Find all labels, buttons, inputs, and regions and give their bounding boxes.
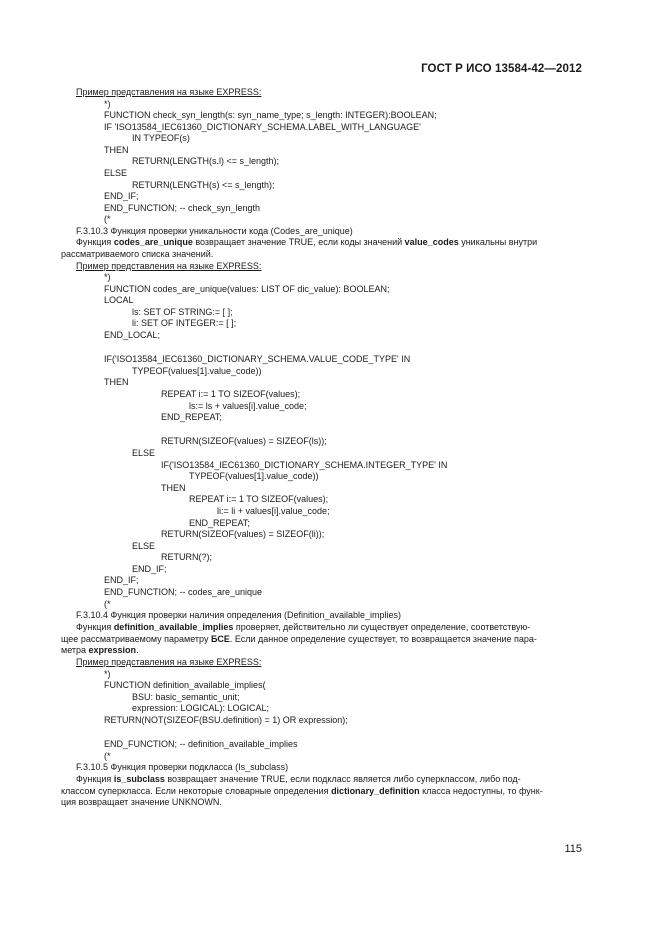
code-line: END_REPEAT; <box>161 412 222 422</box>
paragraph-line: рассматриваемого списка значений. <box>61 249 214 259</box>
code-line: (* <box>104 751 111 761</box>
document-header: ГОСТ Р ИСО 13584-42—2012 <box>421 63 582 75</box>
code-line: END_IF; <box>104 575 139 585</box>
code-line: THEN <box>161 483 186 493</box>
paragraph-line: Функция is_subclass возвращает значение TRUE, если подкласс является либо суперклассом, либо под- <box>76 774 521 784</box>
page-number: 115 <box>564 843 582 855</box>
code-line: ELSE <box>104 168 128 178</box>
code-line: REPEAT i:= 1 TO SIZEOF(values); <box>189 494 329 504</box>
section-heading: F.3.10.4 Функция проверки наличия определения (Definition_available_implies) <box>76 610 402 620</box>
code-line: THEN <box>104 377 129 387</box>
example-heading: Пример представления на языке EXPRESS: <box>76 657 262 667</box>
example-heading: Пример представления на языке EXPRESS: <box>76 261 262 271</box>
code-line: expression: LOGICAL): LOGICAL; <box>132 703 270 713</box>
code-line: END_IF; <box>132 564 167 574</box>
paragraph-line: метра expression. <box>61 645 139 655</box>
code-line: END_FUNCTION; -- check_syn_length <box>104 203 261 213</box>
paragraph-line: Функция codes_are_unique возвращает значение TRUE, если коды значений value_codes уникальны внутри <box>76 237 538 247</box>
code-line: (* <box>104 599 111 609</box>
code-line: FUNCTION check_syn_length(s: syn_name_type; s_length: INTEGER):BOOLEAN; <box>104 110 437 120</box>
code-line: END_REPEAT; <box>189 518 250 528</box>
code-line: ELSE <box>132 541 156 551</box>
code-line: RETURN(LENGTH(s.l) <= s_length); <box>132 156 280 166</box>
code-line: RETURN(NOT(SIZEOF(BSU.definition) = 1) OR expression); <box>104 715 348 725</box>
paragraph-line: Функция definition_available_implies проверяет, действительно ли существует определение, соответствую- <box>76 622 531 632</box>
code-line: REPEAT i:= 1 TO SIZEOF(values); <box>161 389 301 399</box>
section-heading: F.3.10.5 Функция проверки подкласса (Is_subclass) <box>76 762 289 772</box>
code-line: IF 'ISO13584_IEC61360_DICTIONARY_SCHEMA.LABEL_WITH_LANGUAGE' <box>104 122 421 132</box>
paragraph-line: классом суперкласса. Если некоторые словарные определения dictionary_definition класса недоступны, то функ- <box>61 786 543 796</box>
code-line: ELSE <box>132 448 156 458</box>
code-line: IF('ISO13584_IEC61360_DICTIONARY_SCHEMA.INTEGER_TYPE' IN <box>161 460 448 470</box>
code-line: BSU: basic_semantic_unit; <box>132 692 240 702</box>
code-line: THEN <box>104 145 129 155</box>
code-line: END_IF; <box>104 191 139 201</box>
code-line: li: SET OF INTEGER:= [ ]; <box>132 318 237 328</box>
code-line: RETURN(LENGTH(s) <= s_length); <box>132 180 275 190</box>
code-line: LOCAL <box>104 295 134 305</box>
code-line: ls: SET OF STRING:= [ ]; <box>132 307 233 317</box>
code-line: TYPEOF(values[1].value_code)) <box>189 471 319 481</box>
example-heading: Пример представления на языке EXPRESS: <box>76 87 262 97</box>
section-heading: F.3.10.3 Функция проверки уникальности кода (Codes_are_unique) <box>76 226 353 236</box>
code-line: RETURN(SIZEOF(values) = SIZEOF(li)); <box>161 529 325 539</box>
code-line: *) <box>104 99 111 109</box>
paragraph-line: щее рассматриваемому параметру БСЕ. Если данное определение существует, то возвращается значение пара- <box>61 634 537 644</box>
code-line: IN TYPEOF(s) <box>132 133 190 143</box>
code-line: *) <box>104 669 111 679</box>
code-line: FUNCTION codes_are_unique(values: LIST OF dic_value): BOOLEAN; <box>104 284 390 294</box>
code-line: FUNCTION definition_available_implies( <box>104 680 266 690</box>
code-line: li:= li + values[i].value_code; <box>217 506 330 516</box>
code-line: TYPEOF(values[1].value_code)) <box>132 366 262 376</box>
code-line: END_LOCAL; <box>104 330 161 340</box>
paragraph-line: ция возвращает значение UNKNOWN. <box>61 797 222 807</box>
code-line: RETURN(SIZEOF(values) = SIZEOF(ls)); <box>161 436 327 446</box>
code-line: (* <box>104 214 111 224</box>
code-line: RETURN(?); <box>161 552 212 562</box>
code-line: *) <box>104 272 111 282</box>
code-line: END_FUNCTION; -- definition_available_implies <box>104 739 298 749</box>
code-line: ls:= ls + values[i].value_code; <box>189 401 307 411</box>
code-line: IF('ISO13584_IEC61360_DICTIONARY_SCHEMA.VALUE_CODE_TYPE' IN <box>104 354 411 364</box>
code-line: END_FUNCTION; -- codes_are_unique <box>104 587 263 597</box>
